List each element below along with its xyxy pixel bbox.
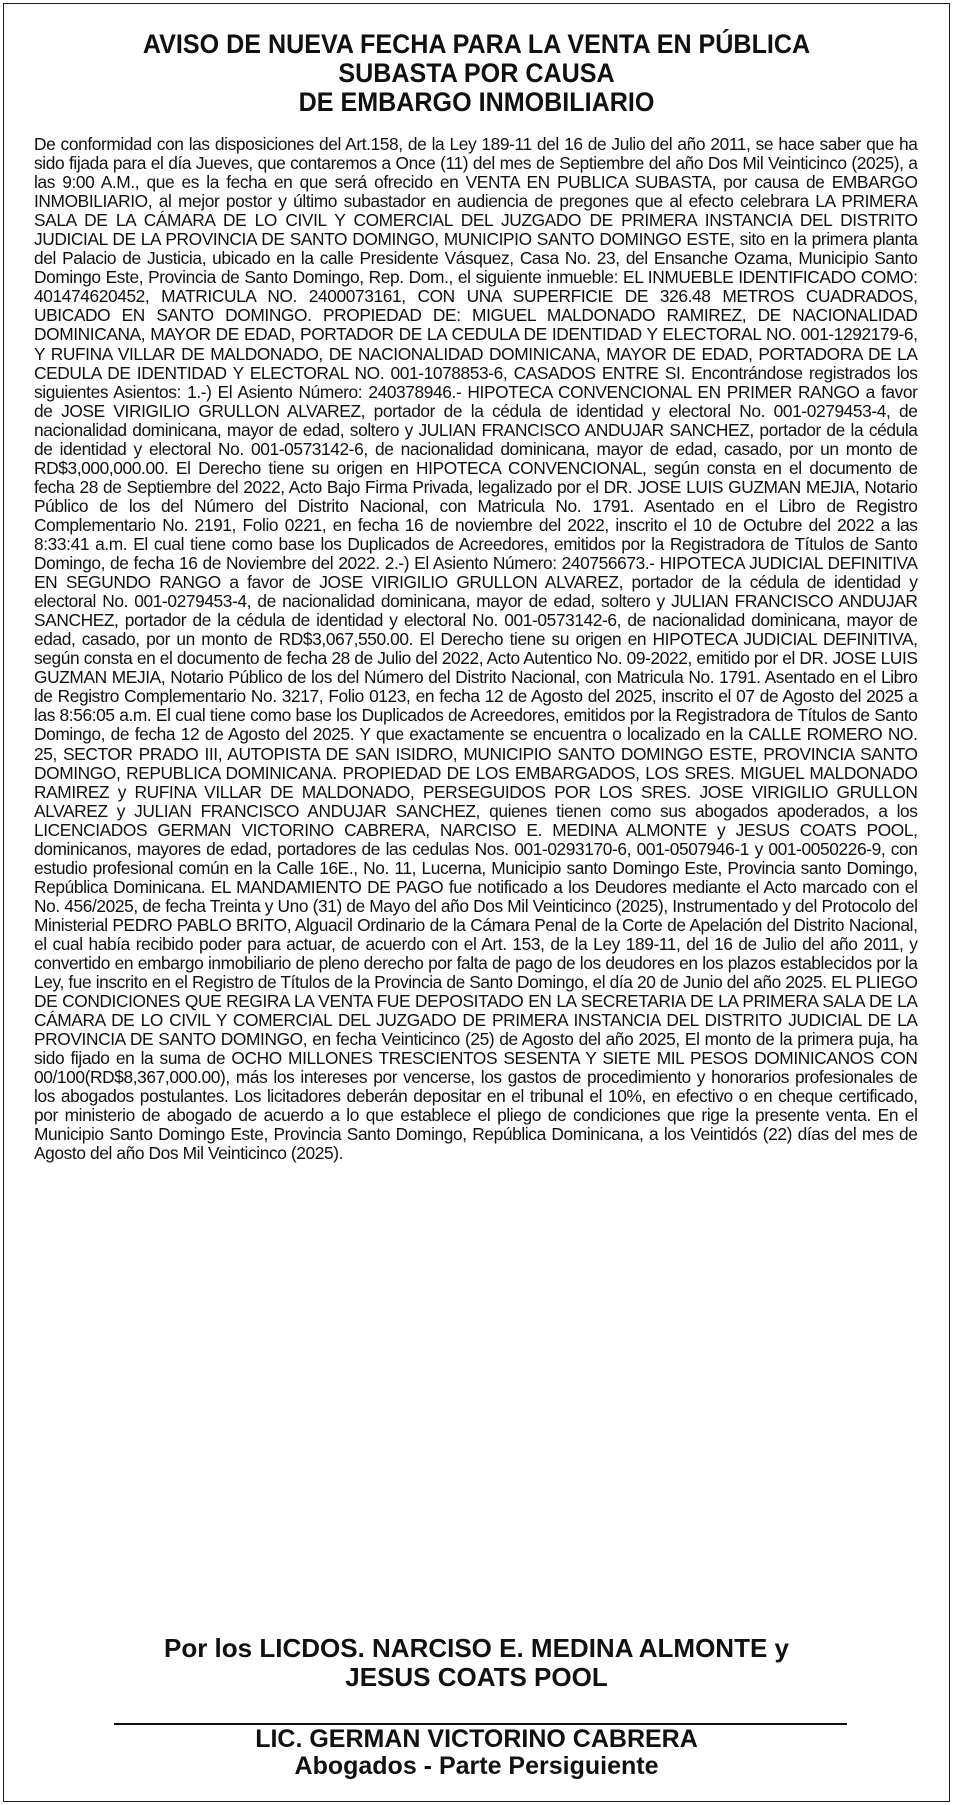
notice-body: De conformidad con las disposiciones del Art.158, de la Ley 189-11 del 16 de Julio del año 2011, se hace saber que ha sido fijada para el día Jueves, que contaremos a Once (11) del mes de Septiembre del año Dos Mil Veinticinco (2025), a las 9:00 A.M., que es la fecha en que será ofrecido en VENTA EN PUBLICA SUBASTA, por causa de EMBARGO INMOBILIARIO, al mejor postor y último subastador en audiencia de pregones que al efecto celebrara LA PRIMERA SALA DE LA CÁMARA DE LO CIVIL Y COMERCIAL DEL JUZGADO DE PRIMERA INSTANCIA DEL DISTRITO JUDICIAL DE LA PROVINCIA DE SANTO DOMINGO, MUNICIPIO SANTO DOMINGO ESTE, sito en la primera planta del Palacio de Justicia, ubicado en la calle Presidente Vásquez, Casa No. 23, del Ensanche Ozama, Municipio Santo Domingo Este, Provincia de Santo Domingo, Rep. Dom., el siguiente inmueble: EL INMUEBLE IDENTIFICADO COMO: 401474620452, MATRICULA NO. 2400073161, CON UNA SUPERFICIE DE 326.48 METROS CUADRADOS, UBICADO EN SANTO DOMINGO. PROPIEDAD DE: MIGUEL MALDONADO RAMIREZ, DE NACIONALIDAD DOMINICANA, MAYOR DE EDAD, PORTADOR DE LA CEDULA DE IDENTIDAD Y ELECTORAL NO. 001-1292179-6, Y RUFINA VILLAR DE MALDONADO, DE NACIONALIDAD DOMINICANA, MAYOR DE EDAD, PORTADORA DE LA CEDULA DE IDENTIDAD Y ELECTORAL NO. 001-1078853-6, CASADOS ENTRE SI. Encontrándose registrados los siguientes Asientos: 1.-) El Asiento Número: 240378946.- HIPOTECA CONVENCIONAL EN PRIMER RANGO a favor de JOSE VIRIGILIO GRULLON ALVAREZ, portador de la cédula de identidad y electoral No. 001-0279453-4, de nacionalidad dominicana, mayor de edad, soltero y JULIAN FRANCISCO ANDUJAR SANCHEZ, portador de la cédula de identidad y electoral No. 001-0573142-6, de nacionalidad dominicana, mayor de edad, casado, por un monto de RD$3,000,000.00. El Derecho tiene su origen en HIPOTECA CONVENCIONAL, según consta en el documento de fecha 28 de Septiembre del 2022, Acto Bajo Firma Privada, legalizado por el DR. JOSE LUIS GUZMAN MEJIA, Notario Público de los del Número del Distrito Nacional, con Matricula No. 1791. Asentado en el Libro de Registro Complementario No. 2191, Folio 0221, en fecha 16 de noviembre del 2022, inscrito el 10 de Octubre del 2022 a las 8:33:41 a.m. El cual tiene como base los Duplicados de Acreedores, emitidos por la Registradora de Títulos de Santo Domingo, de fecha 16 de Noviembre del 2022. 2.-) El Asiento Número: 240756673.- HIPOTECA JUDICIAL DEFINITIVA EN SEGUNDO RANGO a favor de JOSE VIRIGILIO GRULLON ALVAREZ, portador de la cédula de identidad y electoral No. 001-0279453-4, de nacionalidad dominicana, mayor de edad, soltero y JULIAN FRANCISCO ANDUJAR SANCHEZ, portador de la cédula de identidad y electoral No. 001-0573142-6, de nacionalidad dominicana, mayor de edad, casado, por un monto de RD$3,067,550.00. El Derecho tiene su origen en HIPOTECA JUDICIAL DEFINITIVA, según consta en el documento de fecha 28 de Julio del 2022, Acto Autentico No. 09-2022, emitido por el DR. JOSE LUIS GUZMAN MEJIA, Notario Público de los del Número del Distrito Nacional, con Matricula No. 1791. Asentado en el Libro de Registro Complementario No. 3217, Folio 0123, en fecha 12 de Agosto del 2025, inscrito el 07 de Agosto del 2025 a las 8:56:05 a.m. El cual tiene como base los Duplicados de Acreedores, emitidos por la Registradora de Títulos de Santo Domingo, de fecha 12 de Agosto del 2025. Y que exactamente se encuentra o localizado en la CALLE ROMERO NO. 25, SECTOR PRADO III, AUTOPISTA DE SAN ISIDRO, MUNICIPIO SANTO DOMINGO ESTE, PROVINCIA SANTO DOMINGO, REPUBLICA DOMINICANA. PROPIEDAD DE LOS EMBARGADOS, LOS SRES. MIGUEL MALDONADO RAMIREZ y RUFINA VILLAR DE MALDONADO, PERSEGUIDOS POR LOS SRES. JOSE VIRIGILIO GRULLON ALVAREZ y JULIAN FRANCISCO ANDUJAR SANCHEZ, quienes tienen como sus abogados apoderados, a los LICENCIADOS GERMAN VICTORINO CABRERA, NARCISO E. MEDINA ALMONTE y JESUS COATS POOL, dominicanos, mayores de edad, portadores de las cedulas Nos. 001-0293170-6, 001-0507946-1 y 001-0050226-9, con estudio profesional común en la Calle 16E., No. 11, Lucerna, Municipio santo Domingo Este, Provincia santo Domingo, República Dominicana. EL MANDAMIENTO DE PAGO fue notificado a los Deudores mediante el Acto marcado con el No. 456/2025, de fecha Treinta y Uno (31) de Mayo del año Dos Mil Veinticinco (2025), Instrumentado y del Protocolo del Ministerial PEDRO PABLO BRITO, Alguacil Ordinario de la Cámara Penal de la Corte de Apelación del Distrito Nacional, el cual había recibido poder para actuar, de acuerdo con el Art. 153, de la Ley 189-11, del 16 de Julio del año 2011, y convertido en embargo inmobiliario de pleno derecho por falta de pago de los deudores en los plazos establecidos por la Ley, fue inscrito en el Registro de Títulos de la Provincia de Santo Domingo, el día 20 de Junio del año 2025. EL PLIEGO DE CONDICIONES QUE REGIRA LA VENTA FUE DEPOSITADO EN LA SECRETARIA DE LA PRIMERA SALA DE LA CÁMARA DE LO CIVIL Y COMERCIAL DEL JUZGADO DE PRIMERA INSTANCIA DEL DISTRITO JUDICIAL DE LA PROVINCIA DE SANTO DOMINGO, en fecha Veinticinco (25) de Agosto del año 2025, El monto de la primera puja, ha sido fijado en la suma de OCHO MILLONES TRESCIENTOS SESENTA Y SIETE MIL PESOS DOMINICANOS CON 00/100(RD$8,367,000.00), más los intereses por vencerse, los gastos de procedimiento y honorarios profesionales de los abogados postulantes. Los licitadores deberán depositar en el tribunal el 10%, en efectivo o en cheque certificado, por ministerio de abogado de acuerdo a lo que establece el pliego de condiciones que rige la presente venta. En el Municipio Santo Domingo Este, Provincia Santo Domingo, República Dominicana, a los Veintidós (22) días del mes de Agosto del año Dos Mil Veinticinco (2025). — [34, 134, 918, 1164]
title-line-1: AVISO DE NUEVA FECHA PARA LA VENTA EN PÚBLICA — [142, 29, 811, 59]
attorneys-signature — [4, 1634, 949, 1692]
signer-name: LIC. GERMAN VICTORINO CABRERA — [255, 1725, 698, 1753]
title-line-3: DE EMBARGO INMOBILIARIO — [298, 87, 655, 117]
attorneys-line-1: Por los LICDOS. NARCISO E. MEDINA ALMONTE y — [163, 1633, 789, 1663]
title-line-2: SUBASTA POR CAUSA — [338, 58, 615, 88]
notice-title — [65, 30, 888, 117]
signer-block — [4, 1726, 949, 1780]
attorneys-line-2: JESUS COATS POOL — [345, 1662, 608, 1692]
signer-role: Abogados - Parte Persiguiente — [294, 1752, 659, 1780]
legal-notice — [3, 3, 950, 1802]
